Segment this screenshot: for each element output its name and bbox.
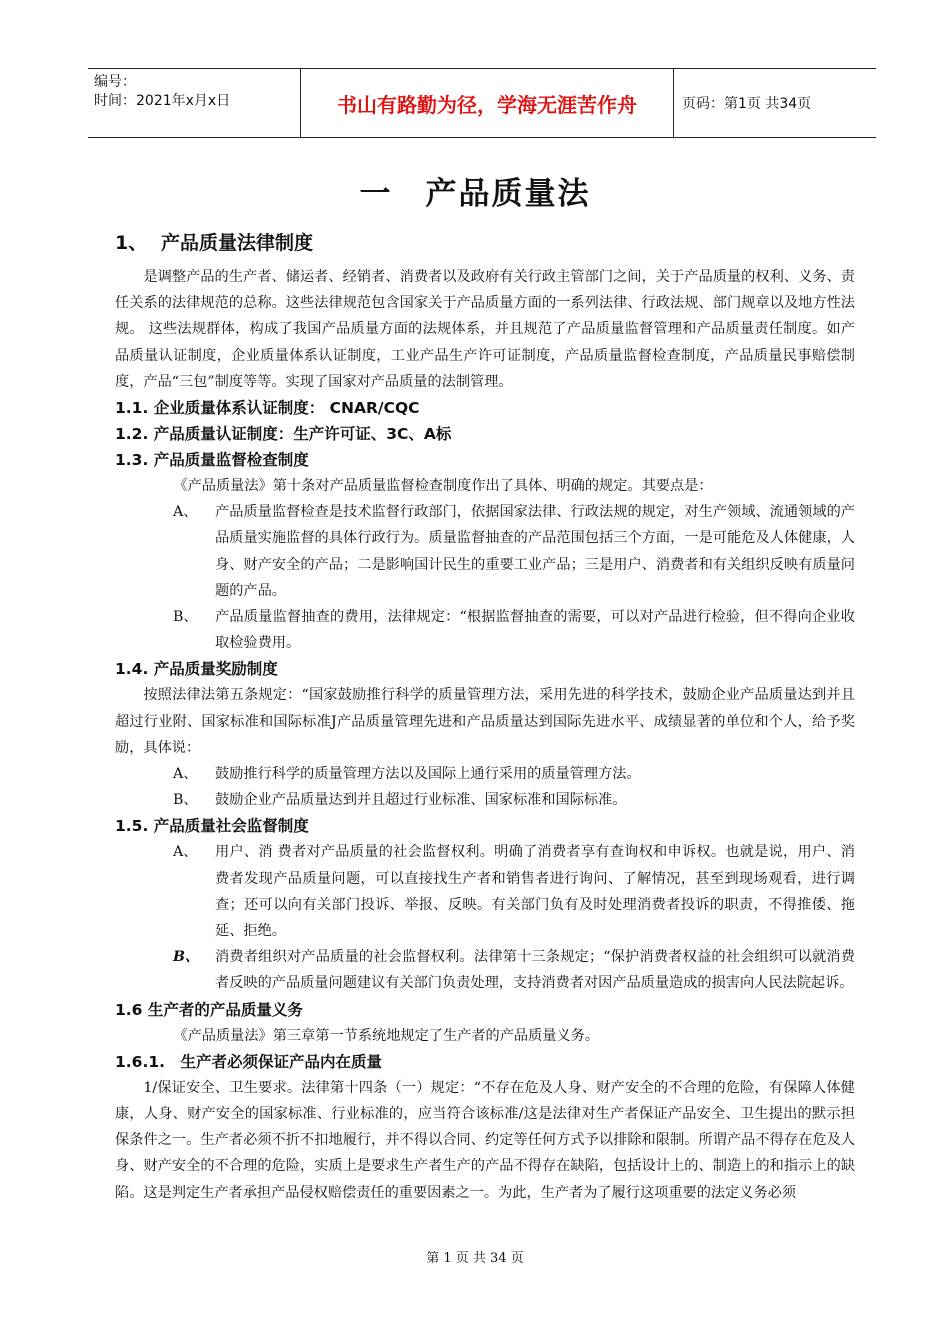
- list-marker: B、: [173, 792, 198, 809]
- page-header: [88, 68, 876, 138]
- section-number: 1、: [115, 232, 148, 254]
- paragraph-1-4-intro: 按照法律法第五条规定：“国家鼓励推行科学的质量管理方法，采用先进的科学技术，鼓励企业产品质量达到并且超过行业附、国家标准和国际标准J产品质量管理先进和产品质量达到国际先进水平、成绩显著的单位和个人，给予奖励，具体说：: [115, 687, 855, 756]
- heading-1-5: 1.5. 产品质量社会监督制度: [115, 817, 309, 836]
- paragraph-1-6-1: 1/保证安全、卫生要求。法律第十四条（一）规定：“不存在危及人身、财产安全的不合理的危险，有保障人体健康，人身、财产安全的国家标准、行业标准的，应当符合该标准/这是法律对生产者保证产品安全、卫生提出的默示担保条件之一。生产者必须不折不扣地履行，并不得以合同、约定等任何方式予以排除和限制。所谓产品不得存在危及人身、财产安全的不合理的危险，实质上是要求生产者生产的产品不得存在缺陷，包括设计上的、制造上的和指示上的缺陷。这是判定生产者承担产品侵权赔偿责任的重要因素之一。为此，生产者为了履行这项重要的法定义务必须: [115, 1079, 855, 1201]
- list-item: [115, 499, 855, 604]
- list-item: [115, 839, 855, 944]
- list-item: [115, 944, 855, 996]
- heading-1-6: 1.6 生产者的产品质量义务: [115, 1000, 303, 1019]
- heading-1-6-1: 1.6.1. 生产者必须保证产品内在质量: [115, 1052, 383, 1071]
- list-text: 产品质量监督抽查的费用，法律规定：“根据监督抽查的需要，可以对产品进行检验，但不得向企业收取检验费用。: [215, 609, 855, 652]
- heading-1-1: 1.1. 企业质量体系认证制度： CNAR/CQC: [115, 399, 420, 418]
- list-marker: A、: [173, 844, 198, 861]
- heading-1-3: 1.3. 产品质量监督检查制度: [115, 451, 309, 470]
- list-item: [115, 761, 855, 787]
- header-meta: [88, 69, 300, 137]
- list-text: 用户、消 费者对产品质量的社会监督权利。明确了消费者享有查询权和申诉权。也就是说，用户、消费者发现产品质量问题，可以直接找生产者和销售者进行询问、了解情况，甚至到现场观看，进行调查；还可以向有关部门投诉、举报、反映。有关部门负有及时处理消费者投诉的职责，不得推倭、拖延、拒绝。: [215, 844, 855, 940]
- number-label: 编号：: [94, 74, 136, 90]
- list-text: 产品质量监督检查是技术监督行政部门，依据国家法律、行政法规的规定，对生产领域、流通领域的产品质量实施监督的具体行政行为。质量监督抽查的产品范围包括三个方面，一是可能危及人体健康，人身、财产安全的产品；二是影响国计民生的重要工业产品；三是用户、消费者和有关组织反映有质量问题的产品。: [215, 504, 855, 599]
- section-title: 产品质量法律制度: [161, 232, 314, 254]
- heading-1-2: 1.2. 产品质量认证制度：生产许可证、3C、A标: [115, 425, 452, 444]
- document-body: [115, 228, 855, 1206]
- intro-paragraph: 是调整产品的生产者、储运者、经销者、消费者以及政府有关行政主管部门之间，关于产品质量的权利、义务、责任关系的法律规范的总称。这些法律规范包含国家关于产品质量方面的一系列法律、行政法规、部门规章以及地方性法规。 这些法规群体，构成了我国产品质量方面的法规体系，并且规范了产品质量监督管理和产品质量责任制度。如产品质量认证制度，企业质量体系认证制度，工业产品生产许可证制度，产品质量监督检查制度，产品质量民事赔偿制度，产品“三包”制度等等。实现了国家对产品质量的法制管理。: [115, 269, 855, 390]
- list-item: [115, 604, 855, 656]
- time-label: 时间：2021年x月x日: [94, 93, 231, 109]
- list-text: 鼓励推行科学的质量管理方法以及国际上通行采用的质量管理方法。: [215, 766, 641, 783]
- list-marker: A、: [173, 504, 198, 521]
- list-marker: B、: [173, 609, 198, 626]
- list-item: [115, 787, 855, 813]
- header-page-label: 页码：第1页 共34页: [682, 96, 812, 112]
- list-marker: A、: [173, 766, 198, 783]
- paragraph-1-3-intro: 《产品质量法》第十条对产品质量监督检查制度作出了具体、明确的规定。其要点是：: [173, 478, 713, 495]
- paragraph-1-6-intro: 《产品质量法》第三章第一节系统地规定了生产者的产品质量义务。: [173, 1027, 600, 1044]
- section-heading-1: [115, 228, 855, 258]
- list-marker: B、: [173, 949, 200, 966]
- header-motto: 书山有路勤为径，学海无涯苦作舟: [300, 69, 674, 137]
- list-text: 消费者组织对产品质量的社会监督权利。法律第十三条规定；“保护消费者权益的社会组织可以就消费者反映的产品质量问题建议有关部门负责处理，支持消费者对因产品质量造成的损害向人民法院起诉。: [215, 949, 855, 992]
- list-text: 鼓励企业产品质量达到并且超过行业标准、国家标准和国际标准。: [215, 792, 627, 809]
- page-footer: 第 1 页 共 34 页: [426, 1251, 524, 1266]
- heading-1-4: 1.4. 产品质量奖励制度: [115, 660, 278, 679]
- document-title: 一 产品质量法: [359, 176, 591, 212]
